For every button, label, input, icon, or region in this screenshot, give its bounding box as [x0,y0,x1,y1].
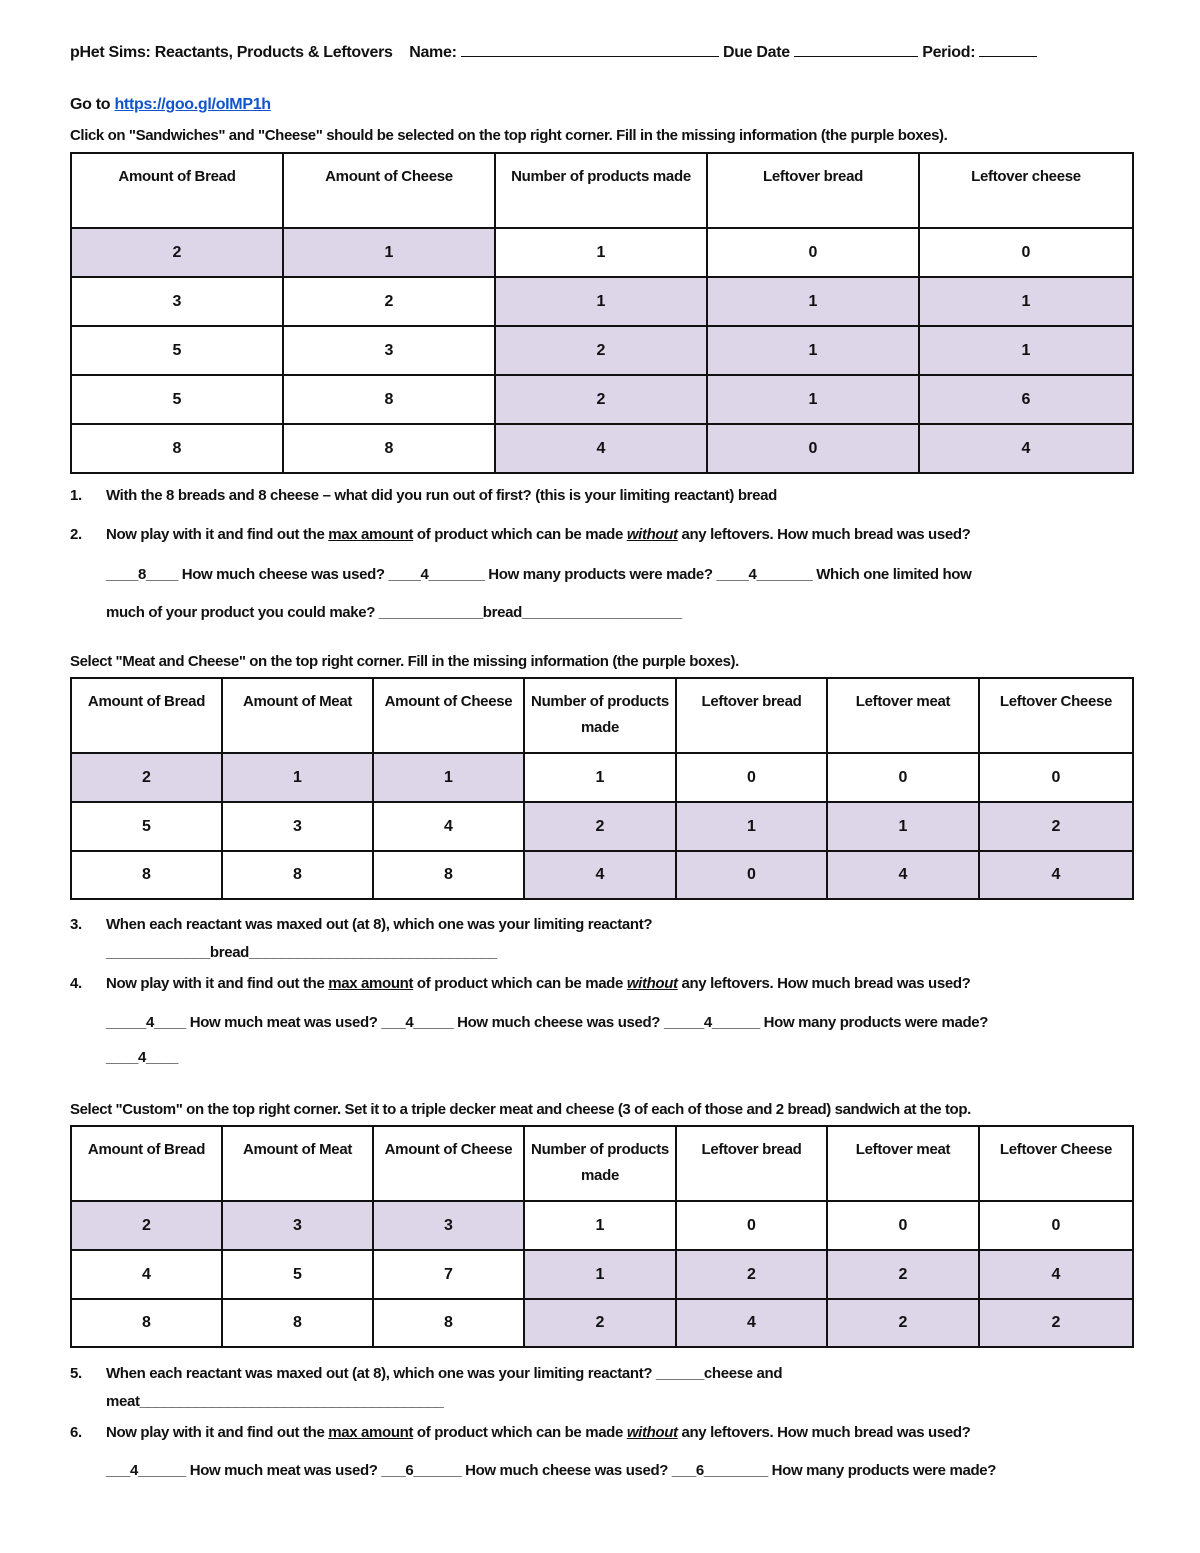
table-cell: 4 [71,1250,222,1299]
due-date-blank[interactable] [794,55,918,57]
table-cell: 5 [71,375,283,424]
custom-sandwich-table [70,1125,1134,1348]
header-cell: Amount of Bread [71,1126,222,1201]
table-cell[interactable]: 0 [676,851,827,899]
table-cell[interactable]: 2 [71,753,222,802]
question-6-line-2: ___4______ How much meat was used? ___6______ How much cheese was used? ___6________ How many products were made? [106,1462,997,1479]
table-cell[interactable]: 4 [919,424,1133,473]
header-cell: Leftover bread [707,153,919,228]
table-row [71,1250,1133,1299]
table-cell[interactable]: 1 [707,326,919,375]
table-row [71,375,1133,424]
table-cell: 8 [222,851,373,899]
table-cell: 8 [222,1299,373,1347]
section1-instruction: Click on "Sandwiches" and "Cheese" should be selected on the top right corner. Fill in the missing information (the purple boxes). [70,127,948,144]
header-cell: Leftover meat [827,1126,979,1201]
header-cell: Amount of Cheese [373,678,524,753]
meat-cheese-table [70,677,1134,900]
question-2: 2. Now play with it and find out the max amount of product which can be made without any leftovers. How much bread was used? [70,526,971,543]
table-cell[interactable]: 0 [707,424,919,473]
table-cell[interactable]: 6 [919,375,1133,424]
table-row [71,424,1133,473]
table-row [71,802,1133,851]
table-cell: 8 [373,851,524,899]
table-cell[interactable]: 2 [676,1250,827,1299]
table-cell: 0 [919,228,1133,277]
table-cell[interactable]: 1 [283,228,495,277]
table-cell[interactable]: 1 [495,277,707,326]
table-row [71,1299,1133,1347]
due-date-label: Due Date [722,44,790,61]
question-3: 3. When each reactant was maxed out (at 8), which one was your limiting reactant? [70,916,653,933]
table-cell[interactable]: 2 [979,802,1133,851]
table-cell: 1 [524,753,676,802]
table-cell[interactable]: 1 [919,326,1133,375]
question-1: 1. With the 8 breads and 8 cheese – what did you run out of first? (this is your limiting reactant) bread [70,487,777,504]
table-cell: 8 [283,375,495,424]
table-cell[interactable]: 1 [373,753,524,802]
table-cell: 8 [283,424,495,473]
table-cell: 0 [979,753,1133,802]
question-5-line-2: meat______________________________________ [106,1393,444,1410]
table-row [71,277,1133,326]
table-cell: 3 [222,802,373,851]
goto-prefix: Go to [70,96,111,113]
table-cell: 0 [707,228,919,277]
simulation-link[interactable]: https://goo.gl/oIMP1h [114,96,271,113]
question-4: 4. Now play with it and find out the max amount of product which can be made without any leftovers. How much bread was used? [70,975,971,992]
header-cell: Amount of Meat [222,678,373,753]
period-label: Period: [922,44,976,61]
question-5: 5. When each reactant was maxed out (at 8), which one was your limiting reactant? ______cheese and [70,1365,783,1382]
header-cell: Number of products made [524,678,676,753]
table-cell[interactable]: 1 [827,802,979,851]
table-cell: 0 [827,753,979,802]
worksheet-title: pHet Sims: Reactants, Products & Leftovers [70,44,393,61]
table-cell[interactable]: 4 [979,851,1133,899]
header-cell: Leftover meat [827,678,979,753]
table-cell[interactable]: 3 [373,1201,524,1250]
goto-line [70,96,271,114]
table-cell: 8 [71,851,222,899]
table-cell[interactable]: 4 [676,1299,827,1347]
header-cell: Amount of Bread [71,153,283,228]
header-cell: Number of products made [495,153,707,228]
question-3-line-2: _____________bread_______________________________ [106,944,497,961]
section2-instruction: Select "Meat and Cheese" on the top right corner. Fill in the missing information (the purple boxes). [70,653,739,670]
table-cell: 0 [827,1201,979,1250]
table-cell[interactable]: 2 [495,326,707,375]
period-blank[interactable] [979,55,1037,57]
table-cell[interactable]: 4 [827,851,979,899]
question-6: 6. Now play with it and find out the max amount of product which can be made without any leftovers. How much bread was used? [70,1424,971,1441]
table-cell: 8 [71,1299,222,1347]
header-cell: Leftover cheese [919,153,1133,228]
table-cell: 0 [676,753,827,802]
section3-instruction: Select "Custom" on the top right corner. Set it to a triple decker meat and cheese (3 of each of those and 2 bread) sandwich at the top. [70,1101,971,1118]
question-2-line-3: much of your product you could make? _____________bread____________________ [106,604,682,621]
name-blank[interactable] [461,55,719,57]
table-cell[interactable]: 3 [222,1201,373,1250]
table-row [71,1201,1133,1250]
sandwich-cheese-table [70,152,1134,474]
table-cell: 3 [283,326,495,375]
table-cell: 5 [222,1250,373,1299]
question-2-line-2: ____8____ How much cheese was used? ____4_______ How many products were made? ____4_______ Which one limited how [106,566,972,583]
table-cell: 2 [283,277,495,326]
table-cell[interactable]: 1 [676,802,827,851]
table-cell[interactable]: 2 [524,1299,676,1347]
table-cell[interactable]: 2 [71,228,283,277]
table-row [71,851,1133,899]
header-cell: Amount of Meat [222,1126,373,1201]
table-cell: 8 [71,424,283,473]
question-4-line-2: _____4____ How much meat was used? ___4_____ How much cheese was used? _____4______ How many products were made? [106,1014,989,1031]
table-cell[interactable]: 1 [707,277,919,326]
table-cell: 5 [71,802,222,851]
table-row [71,753,1133,802]
table-cell: 4 [373,802,524,851]
question-4-line-3: ____4____ [106,1049,178,1066]
table-cell[interactable]: 2 [979,1299,1133,1347]
table-cell: 8 [373,1299,524,1347]
table-cell: 1 [495,228,707,277]
question-text: With the 8 breads and 8 cheese – what did you run out of first? (this is your limiting reactant) bread [106,487,777,504]
header-cell: Leftover Cheese [979,1126,1133,1201]
table-cell: 5 [71,326,283,375]
header-cell: Amount of Cheese [283,153,495,228]
table-cell[interactable]: 2 [495,375,707,424]
table-cell[interactable]: 1 [707,375,919,424]
table-cell: 0 [979,1201,1133,1250]
table-cell: 7 [373,1250,524,1299]
table-row [71,228,1133,277]
name-label: Name: [409,44,457,61]
table-cell[interactable]: 2 [827,1299,979,1347]
table-cell[interactable]: 4 [524,851,676,899]
table-cell[interactable]: 2 [827,1250,979,1299]
table-cell: 3 [71,277,283,326]
table-cell[interactable]: 1 [524,1250,676,1299]
header-cell: Leftover Cheese [979,678,1133,753]
header-cell: Amount of Cheese [373,1126,524,1201]
table-cell[interactable]: 1 [919,277,1133,326]
table-cell[interactable]: 1 [222,753,373,802]
table-cell[interactable]: 2 [71,1201,222,1250]
header-cell: Leftover bread [676,678,827,753]
table-cell[interactable]: 4 [495,424,707,473]
table-row [71,326,1133,375]
table-cell[interactable]: 4 [979,1250,1133,1299]
table-cell[interactable]: 2 [524,802,676,851]
header-cell: Number of products made [524,1126,676,1201]
header-cell: Amount of Bread [71,678,222,753]
worksheet-header [70,44,1132,62]
header-cell: Leftover bread [676,1126,827,1201]
table-cell: 1 [524,1201,676,1250]
table-cell: 0 [676,1201,827,1250]
